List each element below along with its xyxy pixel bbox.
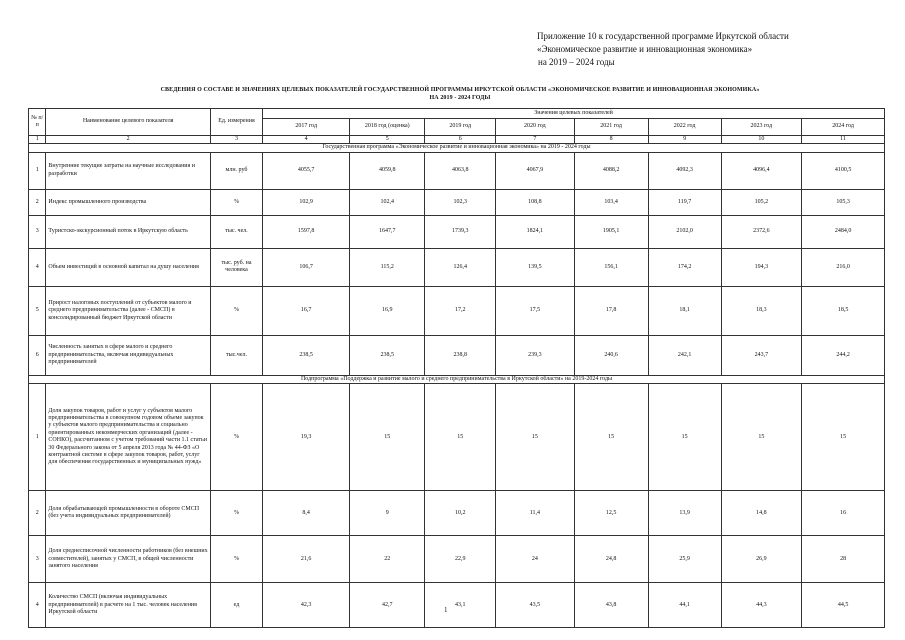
value-cell: 4063,8: [425, 152, 496, 189]
value-cell: 21,6: [263, 536, 350, 583]
indicator-name: Доля обрабатывающей промышленности в обороте СМСП (без учета индивидуальных предпринимателей): [46, 491, 210, 536]
value-cell: 105,3: [802, 189, 885, 215]
value-cell: 102,4: [350, 189, 425, 215]
value-cell: 12,5: [574, 491, 648, 536]
document-title: [40, 86, 880, 102]
value-cell: 18,5: [802, 286, 885, 335]
value-cell: 1647,7: [350, 215, 425, 248]
row-number: 2: [29, 189, 46, 215]
unit: тыс. руб. на человека: [210, 248, 262, 286]
value-cell: 239,3: [496, 335, 574, 375]
table-row: [29, 335, 885, 375]
value-cell: 2372,6: [721, 215, 802, 248]
value-cell: 126,4: [425, 248, 496, 286]
value-cell: 44,3: [721, 583, 802, 628]
indicator-name: Количество СМСП (включая индивидуальных предпринимателей) в расчете на 1 тыс. человек населения Иркутской области: [46, 583, 210, 628]
year-header: 2024 год: [802, 119, 885, 136]
row-number: 1: [29, 152, 46, 189]
value-cell: 43,8: [574, 583, 648, 628]
value-cell: 42,3: [263, 583, 350, 628]
column-number: 10: [721, 136, 802, 144]
value-cell: 15: [648, 384, 721, 491]
header-name: Наименование целевого показателя: [46, 109, 210, 136]
title-line-2: НА 2019 - 2024 ГОДЫ: [429, 95, 491, 101]
value-cell: 26,9: [721, 536, 802, 583]
value-cell: 105,2: [721, 189, 802, 215]
value-cell: 14,8: [721, 491, 802, 536]
value-cell: 16,9: [350, 286, 425, 335]
year-header: 2021 год: [574, 119, 648, 136]
value-cell: 17,8: [574, 286, 648, 335]
row-number: 3: [29, 536, 46, 583]
value-cell: 139,5: [496, 248, 574, 286]
indicator-name: Индекс промышленного производства: [46, 189, 210, 215]
table-row: [29, 152, 885, 189]
value-cell: 194,3: [721, 248, 802, 286]
column-number: 4: [263, 136, 350, 144]
value-cell: 9: [350, 491, 425, 536]
value-cell: 11,4: [496, 491, 574, 536]
value-cell: 43,1: [425, 583, 496, 628]
value-cell: 156,1: [574, 248, 648, 286]
column-number: 11: [802, 136, 885, 144]
year-header: 2017 год: [263, 119, 350, 136]
value-cell: 4055,7: [263, 152, 350, 189]
value-cell: 28: [802, 536, 885, 583]
appendix-line-1: Приложение 10 к государственной программе Иркутской области: [537, 31, 789, 41]
column-number: 3: [210, 136, 262, 144]
value-cell: 4088,2: [574, 152, 648, 189]
value-cell: 8,4: [263, 491, 350, 536]
table-row: [29, 189, 885, 215]
column-number: 8: [574, 136, 648, 144]
indicator-name: Доля среднесписочной численности работников (без внешних совместителей), занятых у СМСП, в общей численности занятого населения: [46, 536, 210, 583]
value-cell: 1739,3: [425, 215, 496, 248]
value-cell: 174,2: [648, 248, 721, 286]
unit: ед: [210, 583, 262, 628]
year-header: 2022 год: [648, 119, 721, 136]
value-cell: 216,0: [802, 248, 885, 286]
value-cell: 108,8: [496, 189, 574, 215]
table-row: [29, 248, 885, 286]
appendix-line-3: на 2019 – 2024 годы: [538, 57, 615, 67]
value-cell: 115,2: [350, 248, 425, 286]
unit: тыс. чел.: [210, 215, 262, 248]
value-cell: 1597,8: [263, 215, 350, 248]
value-cell: 44,5: [802, 583, 885, 628]
value-cell: 43,5: [496, 583, 574, 628]
column-number: 5: [350, 136, 425, 144]
value-cell: 4067,9: [496, 152, 574, 189]
value-cell: 15: [574, 384, 648, 491]
appendix-line-2: «Экономическое развитие и инновационная экономика»: [537, 44, 753, 54]
value-cell: 242,1: [648, 335, 721, 375]
value-cell: 19,3: [263, 384, 350, 491]
table-row: [29, 384, 885, 491]
title-line-1: СВЕДЕНИЯ О СОСТАВЕ И ЗНАЧЕНИЯХ ЦЕЛЕВЫХ ПОКАЗАТЕЛЕЙ ГОСУДАРСТВЕННОЙ ПРОГРАММЫ ИРКУТСКОЙ ОБЛАСТИ «ЭКОНОМИЧЕСКОЕ РАЗВИТИЕ И ИННОВАЦИОННАЯ ЭКОНОМИКА»: [160, 87, 760, 93]
table-row: [29, 215, 885, 248]
value-cell: 1905,1: [574, 215, 648, 248]
value-cell: 15: [802, 384, 885, 491]
value-cell: 16: [802, 491, 885, 536]
value-cell: 238,5: [350, 335, 425, 375]
indicator-name: Объем инвестиций в основной капитал на душу населения: [46, 248, 210, 286]
value-cell: 15: [350, 384, 425, 491]
table-row: [29, 491, 885, 536]
year-header: 2023 год: [721, 119, 802, 136]
value-cell: 18,3: [721, 286, 802, 335]
value-cell: 44,1: [648, 583, 721, 628]
value-cell: 4059,8: [350, 152, 425, 189]
column-number: 1: [29, 136, 46, 144]
page-number: 1: [444, 606, 448, 614]
value-cell: 15: [721, 384, 802, 491]
value-cell: 103,4: [574, 189, 648, 215]
row-number: 2: [29, 491, 46, 536]
value-cell: 15: [496, 384, 574, 491]
value-cell: 4100,5: [802, 152, 885, 189]
value-cell: 106,7: [263, 248, 350, 286]
unit: %: [210, 286, 262, 335]
section-subprogram: Подпрограмма «Поддержка и развитие малого и среднего предпринимательства в Иркутской области» на 2019-2024 годы: [29, 375, 885, 383]
unit: %: [210, 491, 262, 536]
header-num: № п/п: [29, 109, 46, 136]
value-cell: 10,2: [425, 491, 496, 536]
value-cell: 18,1: [648, 286, 721, 335]
indicator-name: Внутренние текущие затраты на научные исследования и разработки: [46, 152, 210, 189]
value-cell: 2484,0: [802, 215, 885, 248]
value-cell: 13,9: [648, 491, 721, 536]
column-number: 9: [648, 136, 721, 144]
value-cell: 102,9: [263, 189, 350, 215]
unit: %: [210, 536, 262, 583]
value-cell: 1824,1: [496, 215, 574, 248]
row-number: 3: [29, 215, 46, 248]
value-cell: 102,3: [425, 189, 496, 215]
value-cell: 16,7: [263, 286, 350, 335]
header-unit: Ед. измерения: [210, 109, 262, 136]
appendix-note: [537, 30, 789, 69]
value-cell: 4096,4: [721, 152, 802, 189]
value-cell: 22: [350, 536, 425, 583]
table-row: [29, 286, 885, 335]
section-program: Государственная программа «Экономическое развитие и инновационная экономика» на 2019 - 2024 годы: [29, 144, 885, 152]
indicator-name: Прирост налоговых поступлений от субъектов малого и среднего предпринимательства (далее - СМСП) в консолидированный бюджет Иркутской области: [46, 286, 210, 335]
unit: %: [210, 189, 262, 215]
year-header: 2019 год: [425, 119, 496, 136]
value-cell: 25,9: [648, 536, 721, 583]
column-number: 6: [425, 136, 496, 144]
row-number: 4: [29, 248, 46, 286]
row-number: 6: [29, 335, 46, 375]
column-number: 2: [46, 136, 210, 144]
value-cell: 243,7: [721, 335, 802, 375]
value-cell: 240,6: [574, 335, 648, 375]
value-cell: 244,2: [802, 335, 885, 375]
column-number: 7: [496, 136, 574, 144]
year-header: 2018 год (оценка): [350, 119, 425, 136]
value-cell: 17,5: [496, 286, 574, 335]
value-cell: 17,2: [425, 286, 496, 335]
value-cell: 238,8: [425, 335, 496, 375]
value-cell: 24,8: [574, 536, 648, 583]
year-header: 2020 год: [496, 119, 574, 136]
indicator-name: Численность занятых в сфере малого и среднего предпринимательства, включая индивидуальных предпринимателей: [46, 335, 210, 375]
table-row: [29, 536, 885, 583]
value-cell: 2102,0: [648, 215, 721, 248]
row-number: 5: [29, 286, 46, 335]
unit: %: [210, 384, 262, 491]
indicator-name: Доля закупок товаров, работ и услуг у субъектов малого предпринимательства в совокупном годовом объеме закупок у субъектов малого предпринимательства и социально ориентированных некоммерческих организаций (далее - СОНКО), рассчитанном с учетом требований части 1.1 статьи 30 Федерального закона от 5 апреля 2013 года № 44-ФЗ «О контрактной системе в сфере закупок товаров, работ, услуг для обеспечения государственных и муниципальных нужд»: [46, 384, 210, 491]
indicators-table: [28, 108, 885, 628]
table-row: [29, 583, 885, 628]
row-number: 1: [29, 384, 46, 491]
value-cell: 42,7: [350, 583, 425, 628]
unit: млн. руб: [210, 152, 262, 189]
indicator-name: Туристско-экскурсионный поток в Иркутскую область: [46, 215, 210, 248]
value-cell: 119,7: [648, 189, 721, 215]
value-cell: 24: [496, 536, 574, 583]
value-cell: 4092,3: [648, 152, 721, 189]
value-cell: 238,5: [263, 335, 350, 375]
row-number: 4: [29, 583, 46, 628]
unit: тыс.чел.: [210, 335, 262, 375]
header-values: Значения целевых показателей: [263, 109, 885, 119]
value-cell: 22,9: [425, 536, 496, 583]
value-cell: 15: [425, 384, 496, 491]
